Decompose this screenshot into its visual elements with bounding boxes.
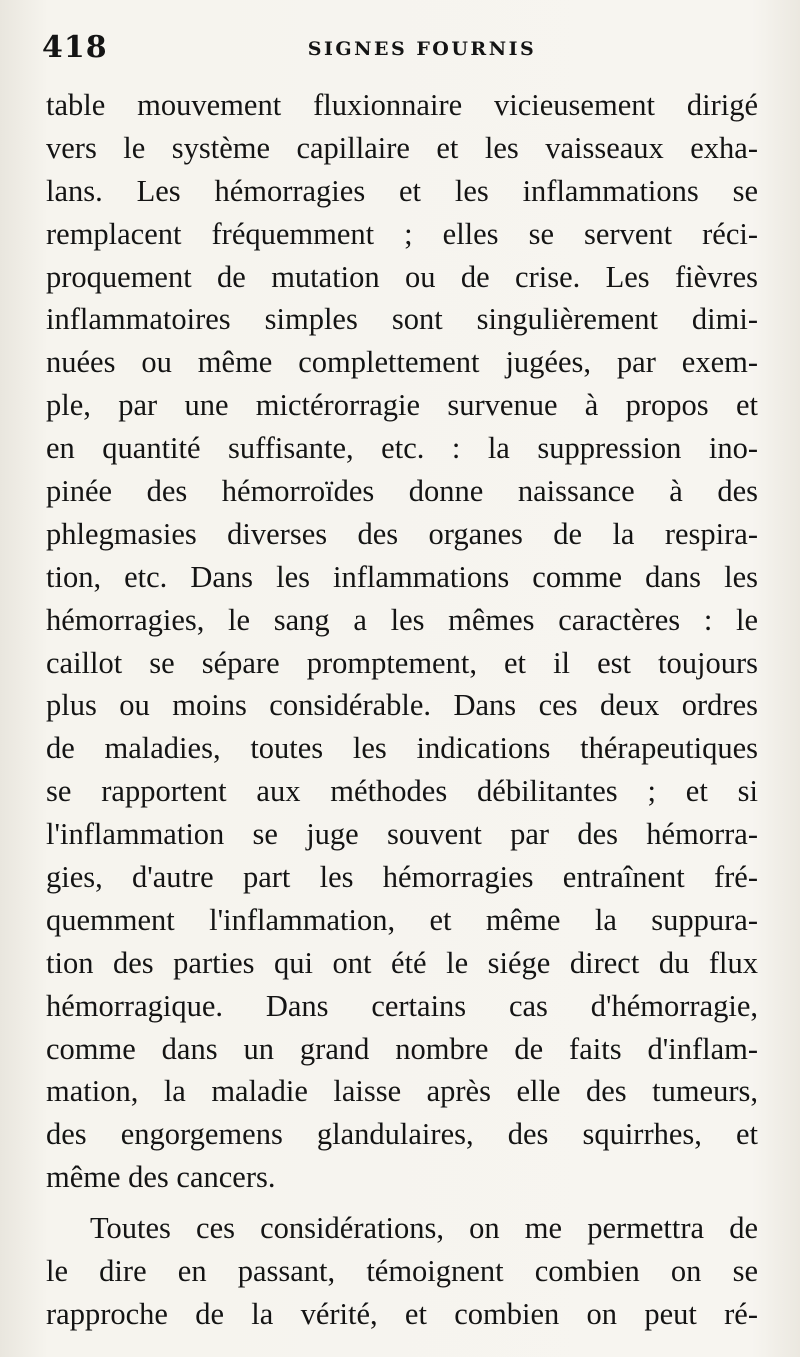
text-line: se rapportent aux méthodes débilitantes ; et si — [46, 774, 758, 809]
text-line: phlegmasies diverses des organes de la respira- — [46, 516, 758, 551]
text-line: Toutes ces considérations, on me permettra de — [90, 1211, 758, 1246]
text-line: tion des parties qui ont été le siége direct du flux — [46, 945, 758, 980]
text-line: l'inflammation se juge souvent par des hémorra- — [46, 817, 758, 852]
paragraph-gap — [46, 1199, 758, 1207]
text-line: remplacent fréquemment ; elles se servent réci- — [46, 216, 758, 251]
text-line: nuées ou même complettement jugées, par exem- — [46, 345, 758, 380]
text-line: vers le système capillaire et les vaisseaux exha- — [46, 130, 758, 165]
text-line: en quantité suffisante, etc. : la suppression ino- — [46, 431, 758, 466]
text-line: table mouvement fluxionnaire vicieusement dirigé — [46, 88, 758, 122]
text-line: rapproche de la vérité, et combien on peut ré- — [46, 1296, 758, 1331]
text-line: inflammatoires simples sont singulièrement dimi- — [46, 302, 758, 337]
text-line: plus ou moins considérable. Dans ces deux ordres — [46, 688, 758, 723]
paragraph-1 — [46, 84, 758, 1199]
text-line: le dire en passant, témoignent combien on se — [46, 1254, 758, 1289]
running-head: SIGNES FOURNIS — [307, 38, 537, 60]
text-line: tion, etc. Dans les inflammations comme dans les — [46, 559, 758, 594]
text-line: même des cancers. — [46, 1160, 276, 1195]
body-text — [46, 84, 758, 1336]
text-line: de maladies, toutes les indications thérapeutiques — [46, 731, 758, 766]
text-line: lans. Les hémorragies et les inflammations se — [46, 173, 758, 208]
text-line: proquement de mutation ou de crise. Les fièvres — [46, 259, 758, 294]
text-line: des engorgemens glandulaires, des squirrhes, et — [46, 1117, 758, 1152]
text-line: pinée des hémorroïdes donne naissance à des — [46, 474, 758, 509]
text-line: gies, d'autre part les hémorragies entraînent fré- — [46, 860, 758, 895]
page-number: 418 — [42, 30, 108, 65]
text-line: hémorragique. Dans certains cas d'hémorragie, — [46, 988, 758, 1023]
text-line: quemment l'inflammation, et même la suppura- — [46, 902, 758, 937]
text-line: comme dans un grand nombre de faits d'inflam- — [46, 1031, 758, 1066]
page-header — [42, 30, 762, 80]
paragraph-2 — [46, 1207, 758, 1336]
text-line: ple, par une mictérorragie survenue à propos et — [46, 388, 758, 423]
text-line: hémorragies, le sang a les mêmes caractères : le — [46, 602, 758, 637]
text-line: mation, la maladie laisse après elle des tumeurs, — [46, 1074, 758, 1109]
text-line: caillot se sépare promptement, et il est toujours — [46, 645, 758, 680]
